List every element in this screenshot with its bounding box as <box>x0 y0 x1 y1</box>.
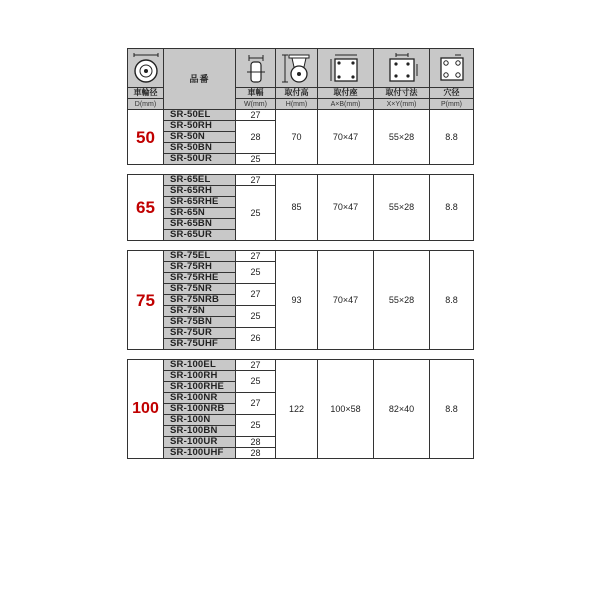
header-width-icon-cell <box>236 49 276 88</box>
group-separator <box>128 350 474 360</box>
hole-diameter-icon <box>437 52 467 84</box>
model-cell: SR-75N <box>164 306 236 317</box>
header-pitch-icon-cell <box>374 49 430 88</box>
header-pitch-label: 取付寸法 <box>374 88 430 99</box>
model-cell: SR-50BN <box>164 143 236 154</box>
model-cell: SR-75UR <box>164 328 236 339</box>
hole-cell: 8.8 <box>430 360 474 459</box>
header-height-icon-cell <box>276 49 318 88</box>
plate-cell: 70×47 <box>318 251 374 350</box>
header-model: 品番 <box>164 49 236 110</box>
group-diameter: 75 <box>128 251 164 350</box>
plate-cell: 70×47 <box>318 175 374 241</box>
model-cell: SR-65BN <box>164 219 236 230</box>
pitch-cell: 82×40 <box>374 360 430 459</box>
model-cell: SR-50EL <box>164 110 236 121</box>
plate-size-icon <box>329 52 363 84</box>
width-cell: 27 <box>236 110 276 121</box>
wheel-side-icon <box>131 52 161 84</box>
header-width-unit: W(mm) <box>236 99 276 110</box>
pitch-cell: 55×28 <box>374 251 430 350</box>
model-cell: SR-100RHE <box>164 382 236 393</box>
group-diameter: 65 <box>128 175 164 241</box>
pitch-cell: 55×28 <box>374 175 430 241</box>
header-hole-label: 穴径 <box>430 88 474 99</box>
hole-pitch-icon <box>385 52 419 84</box>
header-height-unit: H(mm) <box>276 99 318 110</box>
model-cell: SR-100RH <box>164 371 236 382</box>
hole-cell: 8.8 <box>430 110 474 165</box>
model-cell: SR-75NRB <box>164 295 236 306</box>
width-cell: 25 <box>236 186 276 241</box>
model-cell: SR-100N <box>164 415 236 426</box>
model-cell: SR-100EL <box>164 360 236 371</box>
model-cell: SR-65RHE <box>164 197 236 208</box>
model-cell: SR-75EL <box>164 251 236 262</box>
model-cell: SR-100NRB <box>164 404 236 415</box>
height-cell: 70 <box>276 110 318 165</box>
hole-cell: 8.8 <box>430 251 474 350</box>
width-cell: 28 <box>236 448 276 459</box>
header-hole-unit: P(mm) <box>430 99 474 110</box>
model-cell: SR-65EL <box>164 175 236 186</box>
group-diameter: 50 <box>128 110 164 165</box>
model-cell: SR-100NR <box>164 393 236 404</box>
header-diameter-unit: D(mm) <box>128 99 164 110</box>
width-cell: 25 <box>236 262 276 284</box>
width-cell: 25 <box>236 306 276 328</box>
height-cell: 93 <box>276 251 318 350</box>
height-cell: 122 <box>276 360 318 459</box>
header-pitch-unit: X×Y(mm) <box>374 99 430 110</box>
model-cell: SR-50N <box>164 132 236 143</box>
header-diameter-icon-cell <box>128 49 164 88</box>
spec-table <box>127 48 474 459</box>
wheel-width-icon <box>241 52 271 84</box>
model-cell: SR-75NR <box>164 284 236 295</box>
pitch-cell: 55×28 <box>374 110 430 165</box>
width-cell: 28 <box>236 437 276 448</box>
width-cell: 25 <box>236 415 276 437</box>
model-cell: SR-75RH <box>164 262 236 273</box>
model-cell: SR-100UR <box>164 437 236 448</box>
header-height-label: 取付高 <box>276 88 318 99</box>
header-plate-icon-cell <box>318 49 374 88</box>
height-cell: 85 <box>276 175 318 241</box>
plate-cell: 100×58 <box>318 360 374 459</box>
width-cell: 28 <box>236 121 276 154</box>
model-cell: SR-100UHF <box>164 448 236 459</box>
group-diameter: 100 <box>128 360 164 459</box>
model-cell: SR-100BN <box>164 426 236 437</box>
header-hole-icon-cell <box>430 49 474 88</box>
group-separator <box>128 241 474 251</box>
model-cell: SR-50UR <box>164 154 236 165</box>
header-plate-label: 取付座 <box>318 88 374 99</box>
model-cell: SR-75RHE <box>164 273 236 284</box>
model-cell: SR-65RH <box>164 186 236 197</box>
group-separator <box>128 165 474 175</box>
header-plate-unit: A×B(mm) <box>318 99 374 110</box>
model-cell: SR-75UHF <box>164 339 236 350</box>
width-cell: 27 <box>236 284 276 306</box>
width-cell: 25 <box>236 371 276 393</box>
width-cell: 27 <box>236 251 276 262</box>
width-cell: 27 <box>236 175 276 186</box>
plate-cell: 70×47 <box>318 110 374 165</box>
header-diameter-label: 車輪径 <box>128 88 164 99</box>
width-cell: 27 <box>236 360 276 371</box>
model-cell: SR-50RH <box>164 121 236 132</box>
width-cell: 27 <box>236 393 276 415</box>
hole-cell: 8.8 <box>430 175 474 241</box>
model-cell: SR-65UR <box>164 230 236 241</box>
width-cell: 25 <box>236 154 276 165</box>
model-cell: SR-65N <box>164 208 236 219</box>
caster-height-icon <box>280 52 314 84</box>
model-cell: SR-75BN <box>164 317 236 328</box>
header-width-label: 車幅 <box>236 88 276 99</box>
width-cell: 26 <box>236 328 276 350</box>
